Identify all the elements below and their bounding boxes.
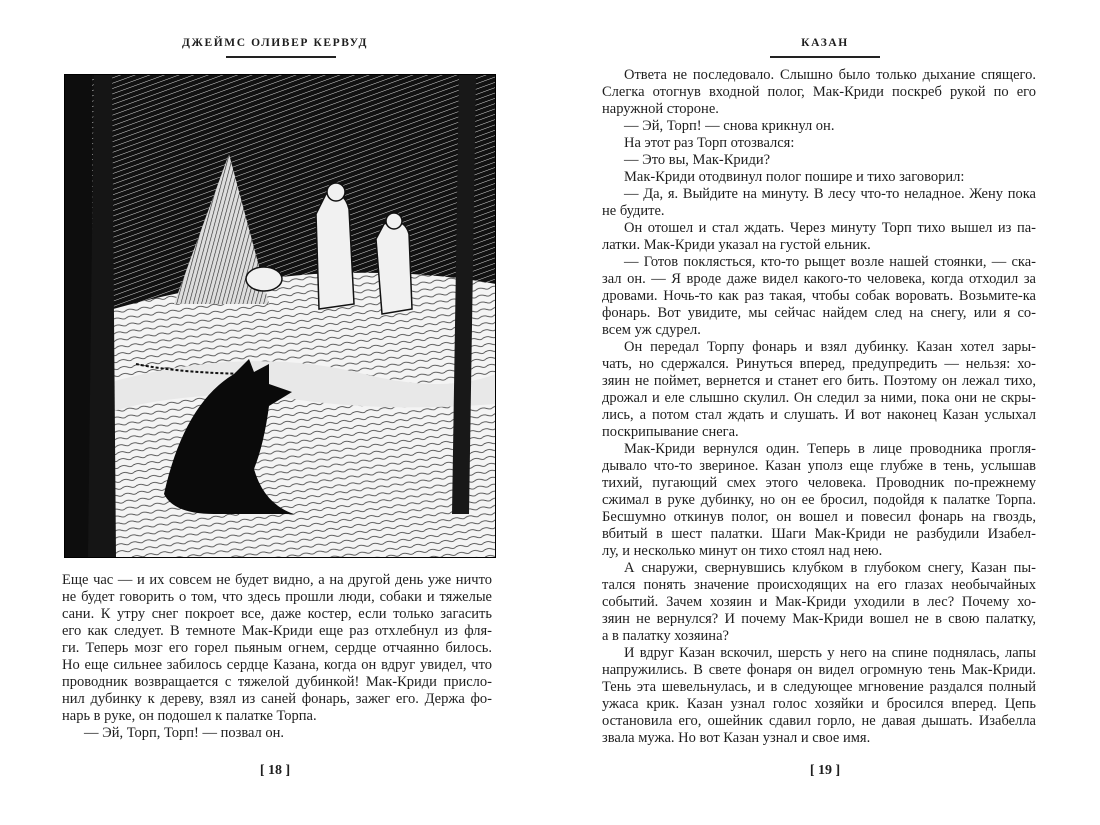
text-line: остановила его, ошейник сдавил горло, не давая дышать. Изабелла	[602, 713, 1036, 729]
text-line: дрожал и еле слышно скулил. Он следил за ними, пока они не скры-	[602, 390, 1036, 406]
text-line: А снаружи, свернувшись клубком в глубоком снегу, Казан пы-	[624, 560, 1036, 576]
text-line: не будите.	[602, 203, 665, 219]
page-number: [ 18 ]	[259, 763, 291, 778]
text-line: Тень эта шевельнулась, и в следующее мгновение раздался полный	[602, 679, 1036, 695]
text-line: сжимал в руке дубинку, но он ее бросил, подойдя к палатке Торпа.	[602, 492, 1036, 508]
text-line: лу, и несколько минут он тихо стоял над нею.	[602, 543, 883, 559]
header-rule	[226, 56, 336, 58]
text-line: — Эй, Торп! — снова крикнул он.	[624, 118, 835, 134]
text-line: не будет говорить о том, что здесь прошли люди, собаки и тяжелые	[62, 589, 492, 605]
text-line: ги. Теперь мозг его горел пьяным огнем, сердце отчаянно билось.	[62, 640, 492, 656]
text-line: латки. Мак-Криди указал на густой ельник.	[602, 237, 871, 253]
text-line: событий. Зачем хозяин и Мак-Криди уходили в лес? Почему хо-	[602, 594, 1036, 610]
running-head-title: КАЗАН	[801, 37, 849, 49]
text-line: нарь в руке, он подошел к палатке Торпа.	[62, 708, 317, 724]
text-line: тался понять значение происходящих на его глазах необычайных	[602, 577, 1036, 593]
text-line: — Готов поклясться, кто-то рыщет возле нашей стоянки, — ска-	[624, 254, 1036, 270]
text-line: Он отошел и стал ждать. Через минуту Торп тихо вышел из па-	[624, 220, 1036, 236]
illustration-kazan-in-snowy-forest	[64, 74, 496, 558]
text-line: поскрипывание снега.	[602, 424, 739, 440]
text-line: Но еще сильнее забилось сердце Казана, когда он вдруг увидел, что	[62, 657, 492, 673]
running-head-author: ДЖЕЙМС ОЛИВЕР КЕРВУД	[181, 37, 369, 49]
text-line: — Эй, Торп, Торп! — позвал он.	[84, 725, 285, 741]
body-text	[62, 572, 492, 742]
text-line: ужаса крик. Казан узнал голос хозяйки и бросился вперед. Цепь	[602, 696, 1036, 712]
text-line: На этот раз Торп отозвался:	[624, 135, 795, 151]
text-line: нил дубинку к дереву, взял из саней фонарь, зажег его. Держа фо-	[62, 691, 492, 707]
text-line: Ответа не последовало. Слышно было только дыхание спящего.	[624, 67, 1036, 83]
text-line: зал он. — Я вроде даже видел какого-то человека, когда отходил за	[602, 271, 1036, 287]
text-line: И вдруг Казан вскочил, шерсть у него на спине поднялась, лапы	[624, 645, 1036, 661]
text-line: а в палатку хозяина?	[602, 628, 729, 644]
text-line: звала мужа. Но вот Казан узнал и свое имя.	[602, 730, 871, 746]
text-line: Мак-Криди вернулся один. Теперь в лице проводника прогля-	[624, 441, 1036, 457]
text-line: Слегка отогнув входной полог, Мак-Криди поскреб рукой по его	[602, 84, 1036, 100]
text-line: Еще час — и их совсем не будет видно, а на другой день уже ничто	[62, 572, 492, 588]
text-line: Мак-Криди отодвинул полог пошире и тихо заговорил:	[624, 169, 965, 185]
text-line: лись, а потом стал ждать и слушать. И вот наконец Казан услыхал	[602, 407, 1036, 423]
text-line: тихий, пугающий смех этого человека. Проводник по-прежнему	[602, 475, 1036, 491]
body-text	[602, 67, 1036, 747]
page-number: [ 19 ]	[809, 763, 841, 778]
text-line: Он передал Торпу фонарь и взял дубинку. Казан хотел зары-	[624, 339, 1036, 355]
text-line: вбитый в шест палатки. Шаги Мак-Криди не разбудили Изабел-	[602, 526, 1036, 542]
text-line: чать, но сдержался. Ринуться вперед, предупредить — нельзя: хо-	[602, 356, 1036, 372]
text-line: дровами. Ночь-то как раз такая, чтобы собак воровать. Возьмите-ка	[602, 288, 1036, 304]
text-line: — Это вы, Мак-Криди?	[624, 152, 771, 168]
text-line: наружной стороне.	[602, 101, 719, 117]
text-line: его как следует. В темноте Мак-Криди еще раз отхлебнул из фля-	[62, 623, 492, 639]
text-line: дывало что-то звериное. Казан уполз еще глубже в тень, услышав	[602, 458, 1036, 474]
right-page	[550, 0, 1100, 825]
text-line: фонарь. Вот увидите, мы сейчас найдем след на снегу, или я со-	[602, 305, 1036, 321]
text-line: зяин не вернулся? И почему Мак-Криди вошел не в свою палатку,	[602, 611, 1036, 627]
text-line: сани. К утру снег покроет все, даже костер, если только загасить	[62, 606, 492, 622]
text-line: всем уж сдурел.	[602, 322, 701, 338]
text-line: проводник возвращается с тяжелой дубинкой! Мак-Криди присло-	[62, 674, 492, 690]
header-rule	[770, 56, 880, 58]
text-line: — Да, я. Выйдите на минуту. В лесу что-то неладное. Жену пока	[624, 186, 1036, 202]
text-line: зяин не поймет, вернется и станет его бить. Поэтому он лежал тихо,	[602, 373, 1036, 389]
text-line: напружились. В свете фонаря он видел огромную тень Мак-Криди.	[602, 662, 1036, 678]
text-line: Бесшумно откинув полог, он вошел и повесил фонарь на гвоздь,	[602, 509, 1036, 525]
